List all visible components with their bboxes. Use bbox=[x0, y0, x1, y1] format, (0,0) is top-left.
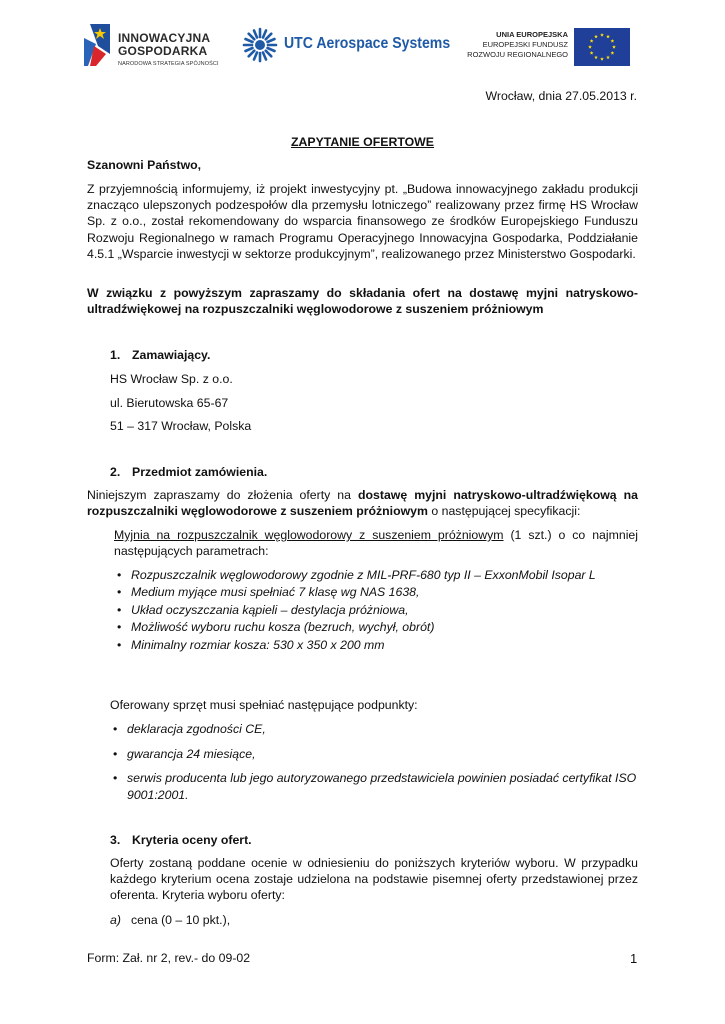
innowacyjna-gospodarka-logo bbox=[84, 22, 244, 68]
requirements-list-c bbox=[110, 770, 638, 804]
order-subject-bold: dostawę myjni natryskowo-ultradźwiękową na rozpuszczalniki węglowodorowe z suszeniem próżniowym bbox=[87, 488, 638, 519]
list-item: • Układ oczyszczania kąpieli – destylacja próżniowa, bbox=[114, 602, 638, 619]
list-item: • serwis producenta lub jego autoryzowanego przedstawiciela powinien posiadać certyfikat ISO 9001:2001. bbox=[110, 770, 638, 804]
utc-aerospace-logo bbox=[242, 27, 462, 63]
company-street: ul. Bierutowska 65-67 bbox=[110, 396, 229, 410]
section-2-title: Przedmiot zamówienia. bbox=[132, 465, 268, 479]
specification-rest: (1 szt.) o co najmniej następujących parametrach: bbox=[114, 528, 638, 559]
criterion-letter: a) bbox=[110, 913, 121, 927]
footer-form-ref: Form: Zał. nr 2, rev.- do 09-02 bbox=[87, 951, 251, 965]
eu-fund-logo bbox=[467, 28, 630, 68]
section-2-heading bbox=[110, 465, 267, 479]
specification-paragraph bbox=[114, 527, 638, 559]
greeting: Szanowni Państwo, bbox=[87, 158, 202, 172]
criterion-text: cena (0 – 10 pkt.), bbox=[131, 913, 231, 927]
order-subject-text-end: o następującej specyfikacji: bbox=[427, 504, 581, 519]
list-item: • Możliwość wyboru ruchu kosza (bezruch, wychył, obrót) bbox=[114, 619, 638, 636]
list-item: • gwarancja 24 miesiące, bbox=[110, 746, 638, 763]
eu-line-unia: UNIA EUROPEJSKA bbox=[496, 30, 568, 39]
requirements-list-b bbox=[110, 746, 638, 763]
list-item: • Rozpuszczalnik węglowodorowy zgodnie z MIL-PRF-680 typ II – ExxonMobil Isopar L bbox=[114, 567, 638, 584]
company-name: HS Wrocław Sp. z o.o. bbox=[110, 372, 233, 386]
section-1-title: Zamawiający. bbox=[132, 348, 211, 362]
logo-line-innowacyjna: INNOWACYJNA bbox=[118, 31, 211, 45]
list-item: • Minimalny rozmiar kosza: 530 x 350 x 200 mm bbox=[114, 637, 638, 654]
invitation-paragraph: W związku z powyższym zapraszamy do składania ofert na dostawę myjni natryskowo-ultradźwiękowej na rozpuszczalniki węglowodorowe z suszeniem próżniowym bbox=[87, 286, 638, 317]
list-item: • Medium myjące musi spełniać 7 klasę wg NAS 1638, bbox=[114, 584, 638, 601]
specification-item-name: Myjnia na rozpuszczalnik węglowodorowy z suszeniem próżniowym bbox=[114, 528, 504, 542]
parameters-list bbox=[114, 567, 638, 654]
criteria-paragraph: Oferty zostaną poddane ocenie w odniesieniu do poniższych kryteriów wyboru. W przypadku każdego kryterium ocena zostaje udzielona na podstawie pisemnej oferty przedstawionej przez oferenta. Kryteria wyboru oferty: bbox=[110, 856, 638, 903]
utc-logo-text: UTC Aerospace Systems bbox=[284, 35, 451, 52]
order-subject-text-start: Niniejszym zapraszamy do złożenia oferty na bbox=[87, 488, 358, 502]
order-subject-paragraph bbox=[87, 487, 638, 519]
criterion-item bbox=[110, 913, 230, 927]
innowacyjna-gospodarka-emblem-icon bbox=[84, 24, 112, 66]
section-1-number: 1. bbox=[110, 348, 121, 362]
place-and-date: Wrocław, dnia 27.05.2013 r. bbox=[485, 89, 637, 103]
eu-line-fundusz: EUROPEJSKI FUNDUSZ bbox=[482, 40, 568, 49]
logo-line-gospodarka: GOSPODARKA bbox=[118, 44, 208, 58]
page-number: 1 bbox=[630, 951, 638, 966]
document-title: ZAPYTANIE OFERTOWE bbox=[290, 135, 434, 149]
section-1-heading bbox=[110, 348, 210, 362]
requirements-list-a bbox=[110, 721, 638, 738]
intro-paragraph: Z przyjemnością informujemy, iż projekt inwestycyjny pt. „Budowa innowacyjnego zakładu produkcji znacząco ulepszonych podzespołów dla przemysłu lotniczego” realizowany przez firmę HS Wrocław Sp. z o.o., został rekomendowany do wsparcia finansowego ze środków Europejskiego Funduszu Rozwoju Regionalnego w ramach Programu Operacyjnego Innowacyjna Gospodarka, Poddziałanie 4.5.1 „Wsparcie inwestycji w sektorze produkcyjnym”, realizowanego przez Ministerstwo Gospodarki. bbox=[87, 182, 638, 261]
company-city: 51 – 317 Wrocław, Polska bbox=[110, 419, 252, 433]
section-3-title: Kryteria oceny ofert. bbox=[132, 833, 252, 847]
section-3-number: 3. bbox=[110, 833, 121, 847]
requirements-intro: Oferowany sprzęt musi spełniać następujące podpunkty: bbox=[110, 698, 418, 712]
eu-flag-icon bbox=[574, 28, 630, 66]
section-3-heading bbox=[110, 833, 252, 847]
list-item: • deklaracja zgodności CE, bbox=[110, 721, 638, 738]
utc-sunburst-icon bbox=[242, 27, 278, 63]
section-2-number: 2. bbox=[110, 465, 121, 479]
logo-line-strategia: NARODOWA STRATEGIA SPÓJNOŚCI bbox=[118, 61, 219, 67]
eu-line-rozwoju: ROZWOJU REGIONALNEGO bbox=[467, 50, 568, 59]
